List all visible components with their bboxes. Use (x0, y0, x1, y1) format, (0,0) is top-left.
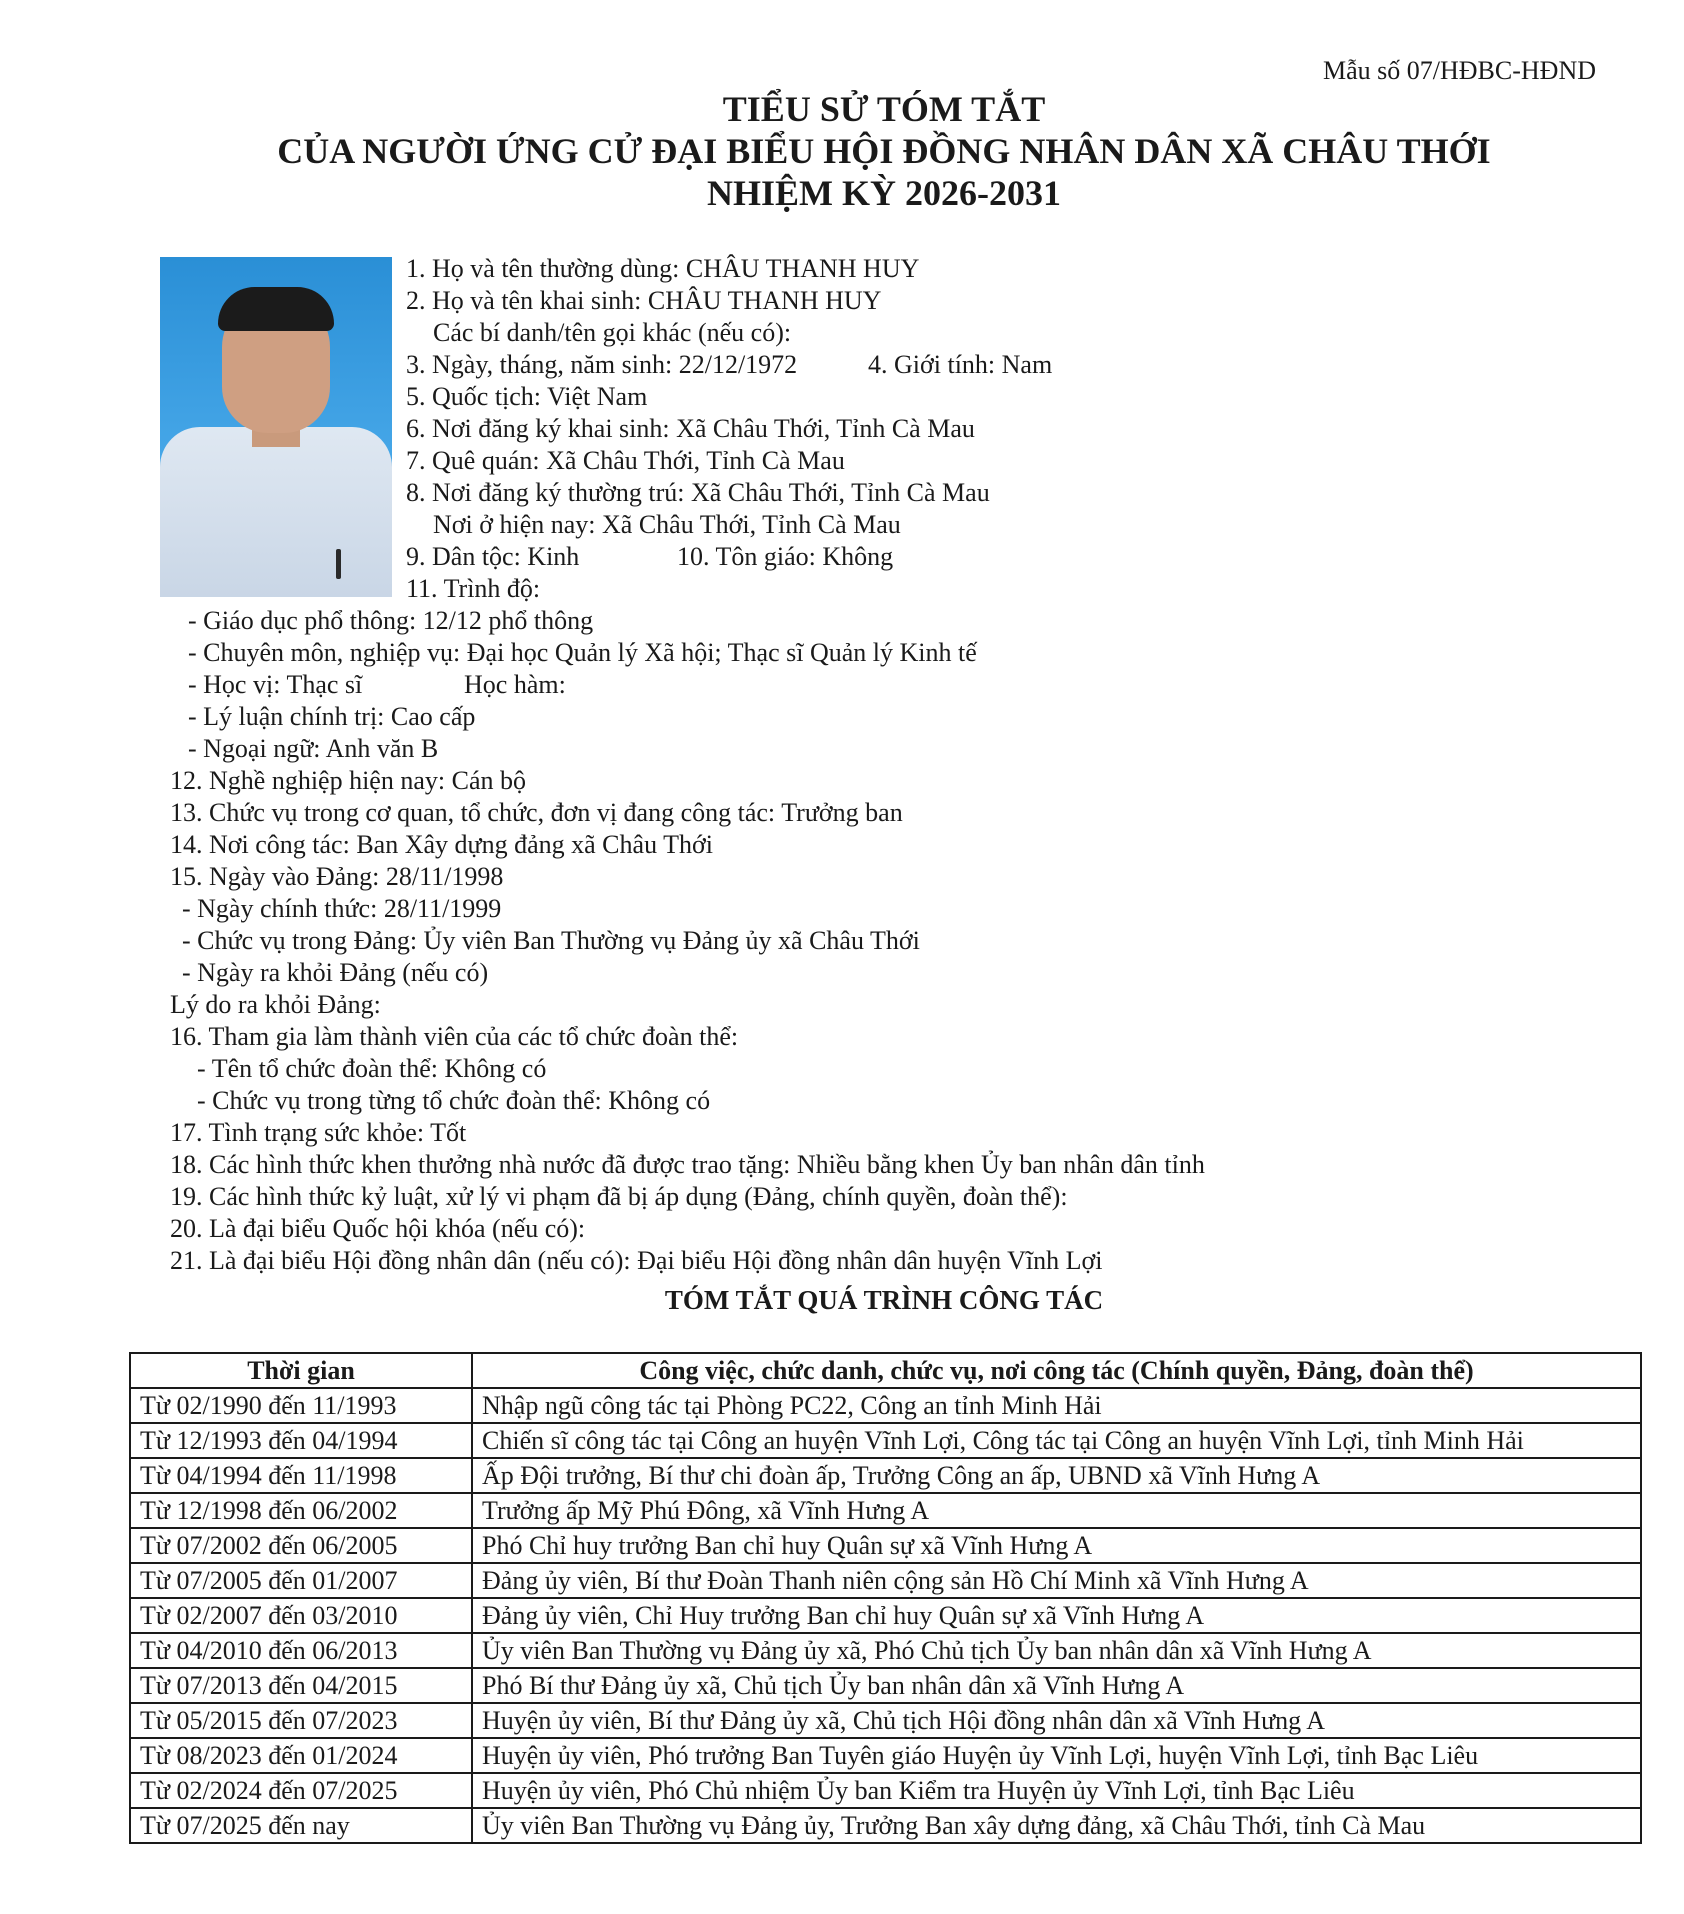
info-general-education: - Giáo dục phổ thông: 12/12 phổ thông (188, 606, 594, 635)
info-peoples-council: 21. Là đại biểu Hội đồng nhân dân (nếu có): Đại biểu Hội đồng nhân dân huyện Vĩnh Lợi (170, 1246, 1103, 1275)
info-political-theory: - Lý luận chính trị: Cao cấp (188, 702, 476, 731)
title-line-1: TIỂU SỬ TÓM TẮT (722, 89, 1046, 129)
title-line-3: NHIỆM KỲ 2026-2031 (707, 173, 1061, 213)
info-position: 13. Chức vụ trong cơ quan, tổ chức, đơn vị đang công tác: Trưởng ban (170, 798, 903, 827)
position-cell: Trưởng ấp Mỹ Phú Đông, xã Vĩnh Hưng A (472, 1493, 1641, 1528)
info-health: 17. Tình trạng sức khỏe: Tốt (170, 1118, 467, 1147)
table-header-row (130, 1353, 1641, 1388)
info-party-leave-date: - Ngày ra khỏi Đảng (nếu có) (182, 958, 489, 987)
info-party-position: - Chức vụ trong Đảng: Ủy viên Ban Thường vụ Đảng ủy xã Châu Thới (182, 926, 920, 955)
table-row (130, 1808, 1641, 1843)
info-hometown: 7. Quê quán: Xã Châu Thới, Tỉnh Cà Mau (406, 446, 845, 475)
table-row (130, 1773, 1641, 1808)
info-specialization: - Chuyên môn, nghiệp vụ: Đại học Quản lý Xã hội; Thạc sĩ Quản lý Kinh tế (188, 638, 977, 667)
table-row (130, 1458, 1641, 1493)
position-cell: Nhập ngũ công tác tại Phòng PC22, Công an tỉnh Minh Hải (472, 1388, 1641, 1423)
info-aliases: Các bí danh/tên gọi khác (nếu có): (433, 318, 792, 347)
period-cell: Từ 08/2023 đến 01/2024 (130, 1738, 472, 1773)
period-cell: Từ 07/2002 đến 06/2005 (130, 1528, 472, 1563)
period-cell: Từ 02/2007 đến 03/2010 (130, 1598, 472, 1633)
info-national-assembly: 20. Là đại biểu Quốc hội khóa (nếu có): (170, 1214, 586, 1243)
table-row (130, 1633, 1641, 1668)
info-party-official-date: - Ngày chính thức: 28/11/1999 (182, 894, 502, 923)
column-header-position: Công việc, chức danh, chức vụ, nơi công tác (Chính quyền, Đảng, đoàn thể) (472, 1353, 1641, 1388)
document-title (0, 88, 1684, 214)
table-row (130, 1528, 1641, 1563)
form-code: Mẫu số 07/HĐBC-HĐND (1323, 56, 1596, 85)
period-cell: Từ 12/1993 đến 04/1994 (130, 1423, 472, 1458)
info-organization-name: - Tên tổ chức đoàn thể: Không có (197, 1054, 547, 1083)
position-cell: Chiến sĩ công tác tại Công an huyện Vĩnh Lợi, Công tác tại Công an huyện Vĩnh Lợi, tỉnh Minh Hải (472, 1423, 1641, 1458)
table-row (130, 1388, 1641, 1423)
period-cell: Từ 04/1994 đến 11/1998 (130, 1458, 472, 1493)
table-row (130, 1703, 1641, 1738)
info-discipline: 19. Các hình thức kỷ luật, xử lý vi phạm đã bị áp dụng (Đảng, chính quyền, đoàn thể): (170, 1182, 1068, 1211)
period-cell: Từ 02/1990 đến 11/1993 (130, 1388, 472, 1423)
position-cell: Phó Chỉ huy trưởng Ban chỉ huy Quân sự xã Vĩnh Hưng A (472, 1528, 1641, 1563)
table-row (130, 1598, 1641, 1633)
info-academic-title: Học hàm: (464, 670, 566, 699)
info-birth-date: 3. Ngày, tháng, năm sinh: 22/12/1972 (406, 350, 798, 379)
table-row (130, 1668, 1641, 1703)
info-degree: - Học vị: Thạc sĩ (188, 670, 363, 699)
period-cell: Từ 02/2024 đến 07/2025 (130, 1773, 472, 1808)
info-religion: 10. Tôn giáo: Không (677, 542, 894, 571)
period-cell: Từ 07/2005 đến 01/2007 (130, 1563, 472, 1598)
position-cell: Huyện ủy viên, Phó Chủ nhiệm Ủy ban Kiểm tra Huyện ủy Vĩnh Lợi, tỉnh Bạc Liêu (472, 1773, 1641, 1808)
info-gender: 4. Giới tính: Nam (868, 350, 1053, 379)
info-occupation: 12. Nghề nghiệp hiện nay: Cán bộ (170, 766, 526, 795)
position-cell: Ấp Đội trưởng, Bí thư chi đoàn ấp, Trưởng Công an ấp, UBND xã Vĩnh Hưng A (472, 1458, 1641, 1493)
info-ethnicity: 9. Dân tộc: Kinh (406, 542, 580, 571)
position-cell: Đảng ủy viên, Bí thư Đoàn Thanh niên cộng sản Hồ Chí Minh xã Vĩnh Hưng A (472, 1563, 1641, 1598)
info-foreign-language: - Ngoại ngữ: Anh văn B (188, 734, 439, 763)
info-common-name: 1. Họ và tên thường dùng: CHÂU THANH HUY (406, 254, 920, 283)
info-organizations: 16. Tham gia làm thành viên của các tổ chức đoàn thể: (170, 1022, 739, 1051)
position-cell: Phó Bí thư Đảng ủy xã, Chủ tịch Ủy ban nhân dân xã Vĩnh Hưng A (472, 1668, 1641, 1703)
info-organization-position: - Chức vụ trong từng tổ chức đoàn thể: Không có (197, 1086, 711, 1115)
period-cell: Từ 05/2015 đến 07/2023 (130, 1703, 472, 1738)
period-cell: Từ 12/1998 đến 06/2002 (130, 1493, 472, 1528)
position-cell: Ủy viên Ban Thường vụ Đảng ủy xã, Phó Chủ tịch Ủy ban nhân dân xã Vĩnh Hưng A (472, 1633, 1641, 1668)
position-cell: Đảng ủy viên, Chỉ Huy trưởng Ban chỉ huy Quân sự xã Vĩnh Hưng A (472, 1598, 1641, 1633)
info-birth-registration: 6. Nơi đăng ký khai sinh: Xã Châu Thới, Tỉnh Cà Mau (406, 414, 975, 443)
work-history-title: TÓM TẮT QUÁ TRÌNH CÔNG TÁC (664, 1285, 1104, 1315)
period-cell: Từ 04/2010 đến 06/2013 (130, 1633, 472, 1668)
table-row (130, 1738, 1641, 1773)
period-cell: Từ 07/2013 đến 04/2015 (130, 1668, 472, 1703)
table-row (130, 1423, 1641, 1458)
info-current-residence: Nơi ở hiện nay: Xã Châu Thới, Tỉnh Cà Mau (433, 510, 901, 539)
position-cell: Huyện ủy viên, Bí thư Đảng ủy xã, Chủ tịch Hội đồng nhân dân xã Vĩnh Hưng A (472, 1703, 1641, 1738)
info-party-join-date: 15. Ngày vào Đảng: 28/11/1998 (170, 862, 504, 891)
info-birth-name: 2. Họ và tên khai sinh: CHÂU THANH HUY (406, 286, 882, 315)
table-row (130, 1493, 1641, 1528)
info-awards: 18. Các hình thức khen thưởng nhà nước đã được trao tặng: Nhiều bằng khen Ủy ban nhân dân tỉnh (170, 1150, 1205, 1179)
title-line-2: CỦA NGƯỜI ỨNG CỬ ĐẠI BIỂU HỘI ĐỒNG NHÂN DÂN XÃ CHÂU THỚI (277, 131, 1491, 171)
candidate-photo (160, 257, 392, 597)
position-cell: Huyện ủy viên, Phó trưởng Ban Tuyên giáo Huyện ủy Vĩnh Lợi, huyện Vĩnh Lợi, tỉnh Bạc Liêu (472, 1738, 1641, 1773)
table-body (130, 1388, 1641, 1843)
work-history-table (129, 1352, 1642, 1844)
table-row (130, 1563, 1641, 1598)
column-header-period: Thời gian (130, 1353, 472, 1388)
info-permanent-residence: 8. Nơi đăng ký thường trú: Xã Châu Thới, Tỉnh Cà Mau (406, 478, 990, 507)
info-nationality: 5. Quốc tịch: Việt Nam (406, 382, 648, 411)
info-party-leave-reason: Lý do ra khỏi Đảng: (170, 990, 381, 1019)
position-cell: Ủy viên Ban Thường vụ Đảng ủy, Trưởng Ban xây dựng đảng, xã Châu Thới, tỉnh Cà Mau (472, 1808, 1641, 1843)
period-cell: Từ 07/2025 đến nay (130, 1808, 472, 1843)
info-qualification: 11. Trình độ: (406, 574, 541, 603)
info-workplace: 14. Nơi công tác: Ban Xây dựng đảng xã Châu Thới (170, 830, 713, 859)
